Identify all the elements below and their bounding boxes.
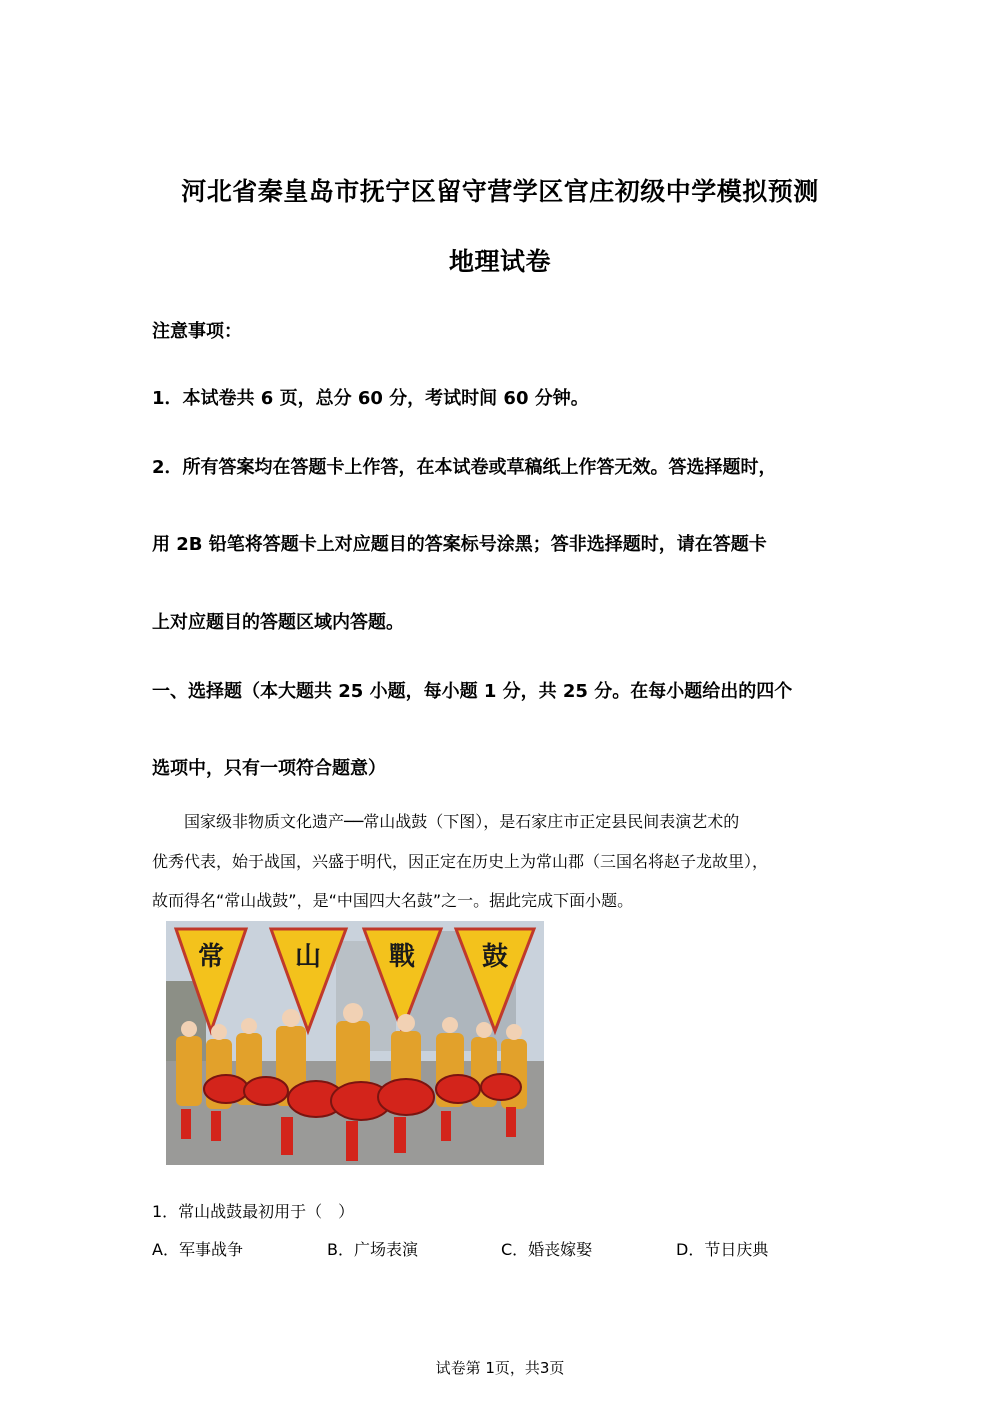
option-c: C．婚丧嫁娶 xyxy=(501,1240,593,1259)
section-heading-line-1: 一、选择题（本大题共 25 小题，每小题 1 分，共 25 分。在每小题给出的四个 xyxy=(152,681,793,702)
page-footer: 试卷第 1页，共3页 xyxy=(435,1359,565,1377)
section-heading-line-2: 选项中，只有一项符合题意） xyxy=(152,758,386,779)
banner-char-1: 常 xyxy=(197,942,225,972)
banner-char-4: 鼓 xyxy=(481,942,509,972)
notice-item-2-line-2: 用 2B 铅笔将答题卡上对应题目的答案标号涂黑；答非选择题时，请在答题卡 xyxy=(152,534,767,555)
option-b: B．广场表演 xyxy=(327,1240,418,1259)
option-d: D．节日庆典 xyxy=(676,1240,769,1259)
passage-line-2: 优秀代表，始于战国，兴盛于明代，因正定在历史上为常山郡（三国名将赵子龙故里）， xyxy=(152,852,769,871)
notice-item-2-line-1: 2．所有答案均在答题卡上作答，在本试卷或草稿纸上作答无效。答选择题时， xyxy=(152,457,777,478)
question-1: 1．常山战鼓最初用于（ ） xyxy=(152,1202,355,1221)
page-title-line-1: 河北省秦皇岛市抚宁区留守营学区官庄初级中学模拟预测 xyxy=(181,177,819,206)
notice-item-2-line-3: 上对应题目的答题区域内答题。 xyxy=(152,612,404,633)
banner-char-2: 山 xyxy=(294,942,322,972)
drum-performance-illustration xyxy=(166,921,544,1165)
option-a: A．军事战争 xyxy=(152,1240,243,1259)
passage-line-1: 国家级非物质文化遗产──常山战鼓（下图），是石家庄市正定县民间表演艺术的 xyxy=(152,812,740,831)
notice-item-1: 1．本试卷共 6 页，总分 60 分，考试时间 60 分钟。 xyxy=(152,388,589,409)
passage-line-3: 故而得名“常山战鼓”，是“中国四大名鼓”之一。据此完成下面小题。 xyxy=(152,891,634,910)
banner-char-3: 戰 xyxy=(388,942,416,972)
changshan-drum-photo xyxy=(166,921,544,1165)
page-title-line-2: 地理试卷 xyxy=(448,247,551,276)
notice-heading: 注意事项： xyxy=(152,321,242,342)
